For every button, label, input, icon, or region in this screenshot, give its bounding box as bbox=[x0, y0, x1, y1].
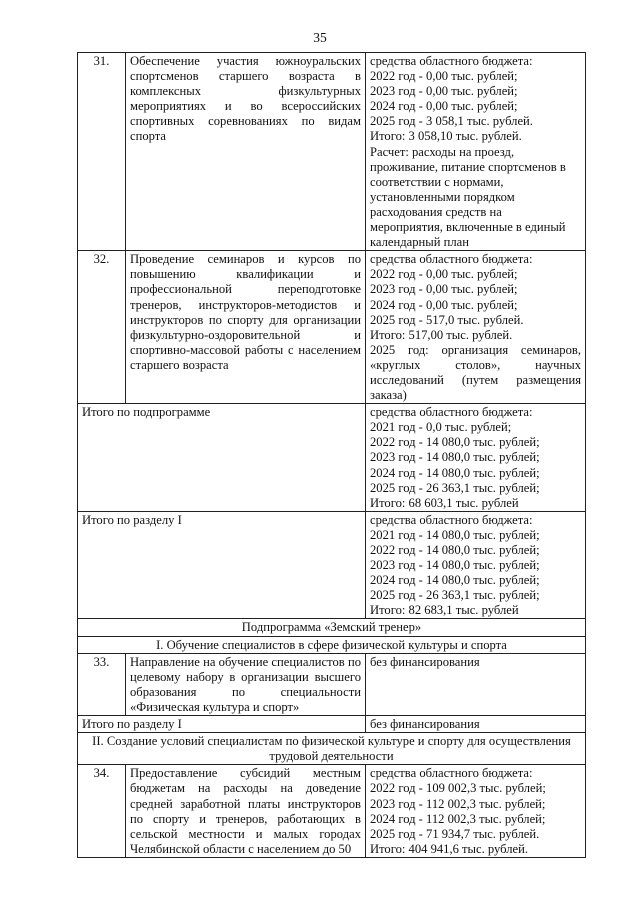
funding-line: Итого: 3 058,10 тыс. рублей. bbox=[370, 129, 522, 144]
funding-line: соответствии с нормами, bbox=[370, 174, 504, 189]
funding-line: 2022 год - 0,00 тыс. рублей; bbox=[370, 69, 518, 84]
funding-line: Итого: 68 603,1 тыс. рублей bbox=[370, 495, 519, 510]
funding-line: средства областного бюджета: bbox=[370, 54, 533, 68]
funding-line: 2021 год - 0,0 тыс. рублей; bbox=[370, 420, 512, 435]
funding-cell: без финансирования bbox=[366, 653, 586, 715]
row-number: 32. bbox=[78, 251, 126, 404]
funding-line: средства областного бюджета: bbox=[370, 252, 533, 267]
funding-note: 2025 год: организация семинаров, «круглых столов», научных исследований (путем размещения заказа) bbox=[370, 342, 581, 403]
total-label: Итого по разделу I bbox=[78, 716, 366, 733]
funding-line: мероприятия, включенные в единый bbox=[370, 220, 566, 235]
funding-line: 2022 год - 14 080,0 тыс. рублей; bbox=[370, 543, 540, 557]
funding-cell bbox=[366, 404, 586, 512]
activity-name: Проведение семинаров и курсов по повышению квалификации и профессиональной переподготовке тренеров, инструкторов-методистов и инструкторов по спорту для организации физкультурно-оздоровительной и спортивно-массовой работы с населением старшего возраста bbox=[126, 251, 366, 404]
funding-line: средства областного бюджета: bbox=[370, 405, 533, 420]
funding-line: Итого: 82 683,1 тыс. рублей bbox=[370, 603, 519, 618]
funding-line: 2025 год - 71 934,7 тыс. рублей. bbox=[370, 826, 540, 841]
funding-line: средства областного бюджета: bbox=[370, 766, 533, 781]
activity-name: Обеспечение участия южноуральских спортсменов старшего возраста в комплексных физкультурных мероприятиях и во всероссийских спортивных соревнованиях по видам спорта bbox=[126, 53, 366, 251]
table-row-31 bbox=[78, 53, 586, 251]
program-table bbox=[77, 52, 586, 858]
funding-line: средства областного бюджета: bbox=[370, 512, 533, 527]
funding-line: 2024 год - 14 080,0 тыс. рублей; bbox=[370, 465, 540, 480]
funding-cell bbox=[366, 511, 586, 619]
total-label: Итого по подпрограмме bbox=[78, 404, 366, 512]
row-number: 34. bbox=[78, 765, 126, 858]
total-label: Итого по разделу I bbox=[78, 511, 366, 619]
funding-line: 2023 год - 0,00 тыс. рублей; bbox=[370, 84, 518, 99]
funding-cell bbox=[366, 53, 586, 251]
funding-line: 2021 год - 14 080,0 тыс. рублей; bbox=[370, 527, 540, 542]
funding-line: 2023 год - 112 002,3 тыс. рублей; bbox=[370, 796, 546, 811]
section-heading-row bbox=[78, 636, 586, 653]
section-title: II. Создание условий специалистам по физической культуре и спорту для осуществления трудовой деятельности bbox=[78, 733, 586, 765]
funding-line: 2024 год - 0,00 тыс. рублей; bbox=[370, 99, 518, 114]
funding-line: календарный план bbox=[370, 235, 469, 250]
total-section-row bbox=[78, 716, 586, 733]
funding-line: 2023 год - 14 080,0 тыс. рублей; bbox=[370, 558, 540, 573]
funding-line: 2022 год - 14 080,0 тыс. рублей; bbox=[370, 435, 540, 450]
table-row-33 bbox=[78, 653, 586, 715]
funding-line: Итого: 404 941,6 тыс. рублей. bbox=[370, 841, 529, 856]
funding-line: Итого: 517,00 тыс. рублей. bbox=[370, 327, 513, 342]
funding-line: 2024 год - 14 080,0 тыс. рублей; bbox=[370, 573, 540, 588]
funding-line: 2025 год - 26 363,1 тыс. рублей; bbox=[370, 588, 540, 603]
table-row-34 bbox=[78, 765, 586, 858]
row-number: 31. bbox=[78, 53, 126, 251]
funding-line: расходования средств на bbox=[370, 204, 502, 219]
table-row-32 bbox=[78, 251, 586, 404]
funding-line: 2025 год - 3 058,1 тыс. рублей. bbox=[370, 114, 533, 129]
funding-line: установленными порядком bbox=[370, 189, 515, 204]
funding-line: 2022 год - 109 002,3 тыс. рублей; bbox=[370, 781, 546, 796]
subprogram-heading-row bbox=[78, 619, 586, 636]
funding-line: 2023 год - 0,00 тыс. рублей; bbox=[370, 282, 518, 297]
subprogram-title: Подпрограмма «Земский тренер» bbox=[78, 619, 586, 636]
funding-line: 2023 год - 14 080,0 тыс. рублей; bbox=[370, 450, 540, 465]
funding-line: 2025 год - 26 363,1 тыс. рублей; bbox=[370, 480, 540, 495]
funding-cell bbox=[366, 251, 586, 404]
row-number: 33. bbox=[78, 653, 126, 715]
activity-name: Направление на обучение специалистов по целевому набору в организации высшего образования по специальности «Физическая культура и спорт» bbox=[126, 653, 366, 715]
funding-cell: без финансирования bbox=[366, 716, 586, 733]
section-heading-row bbox=[78, 733, 586, 765]
activity-name: Предоставление субсидий местным бюджетам на расходы на доведение средней заработной платы инструкторов по спорту и тренеров, работающих в сельской местности и малых городах Челябинской области с населением до 50 bbox=[126, 765, 366, 858]
funding-line: 2024 год - 112 002,3 тыс. рублей; bbox=[370, 811, 546, 826]
funding-line: 2022 год - 0,00 тыс. рублей; bbox=[370, 267, 518, 282]
total-section-row bbox=[78, 511, 586, 619]
total-subprogram-row bbox=[78, 404, 586, 512]
funding-line: 2025 год - 517,0 тыс. рублей. bbox=[370, 312, 524, 327]
funding-cell bbox=[366, 765, 586, 858]
funding-line: 2024 год - 0,00 тыс. рублей; bbox=[370, 297, 518, 312]
section-title: I. Обучение специалистов в сфере физической культуры и спорта bbox=[78, 636, 586, 653]
funding-line: проживание, питание спортсменов в bbox=[370, 159, 566, 174]
page-number: 35 bbox=[313, 30, 327, 45]
funding-line: Расчет: расходы на проезд, bbox=[370, 144, 515, 159]
